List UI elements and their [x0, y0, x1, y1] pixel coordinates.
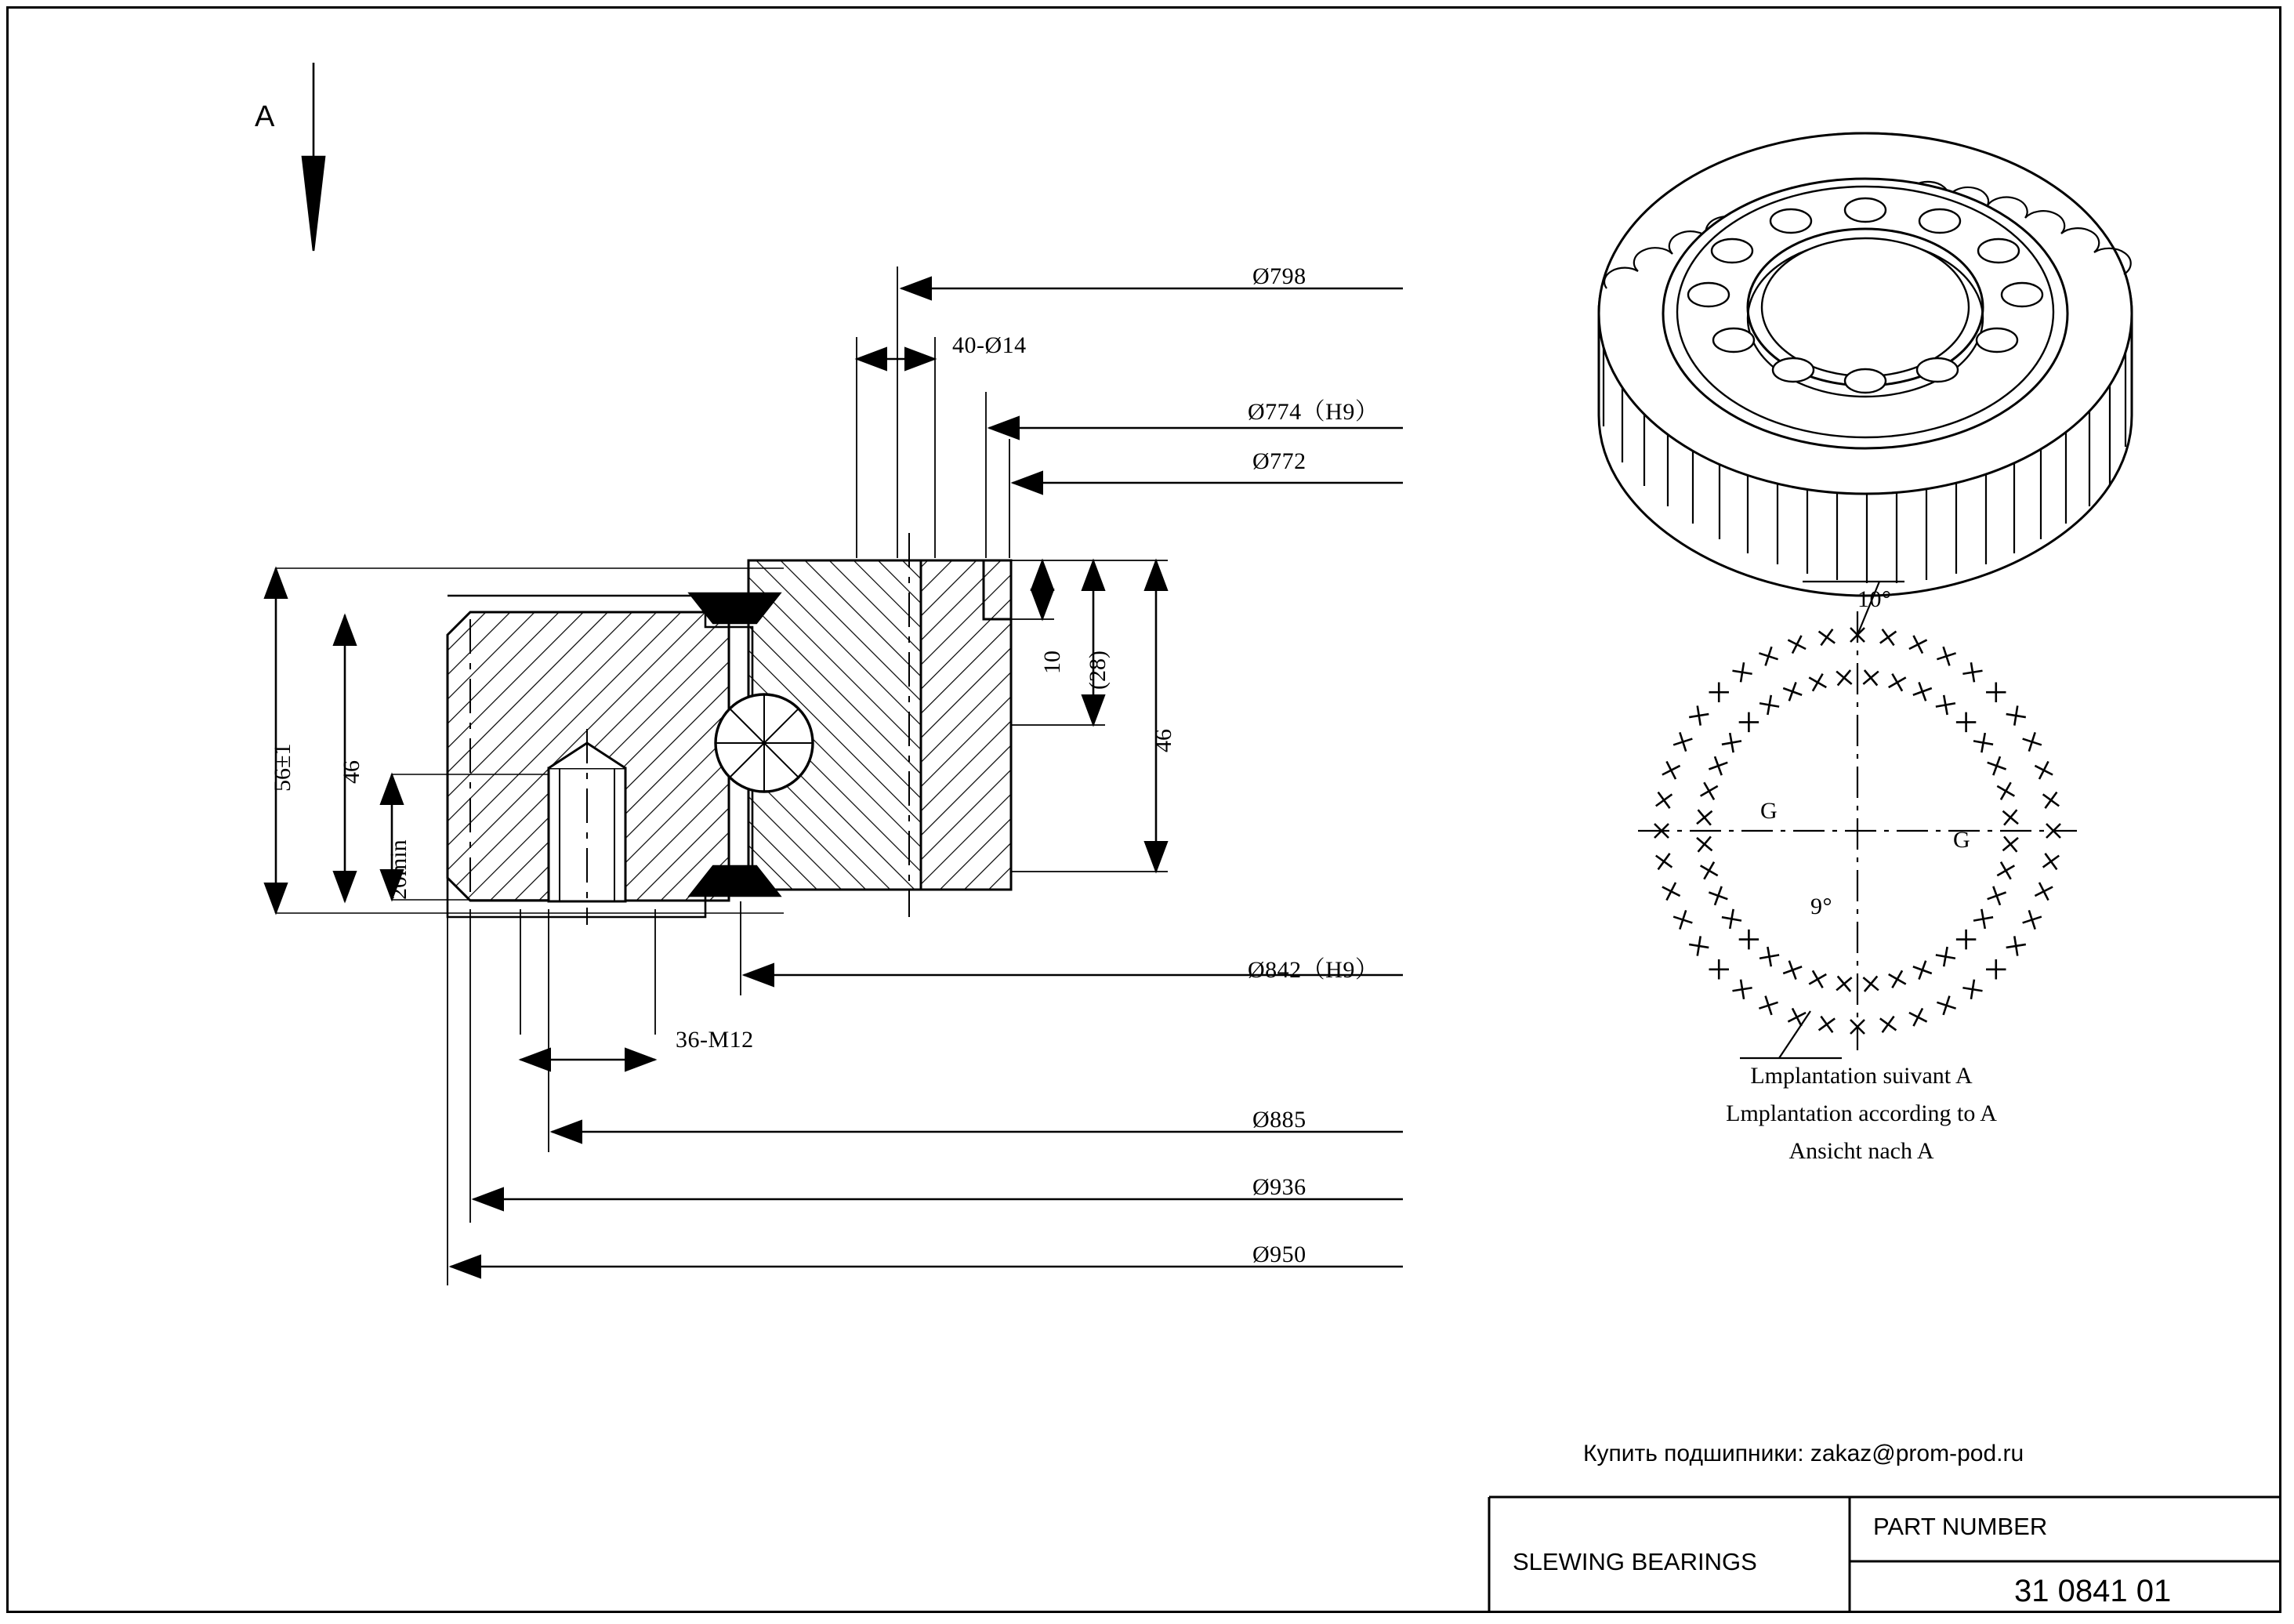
angle-label-bottom: 9°: [1810, 894, 1832, 919]
dimension-d40x14: 40-Ø14: [952, 332, 1027, 358]
contact-line: Купить подшипники: zakaz@prom-pod.ru: [1583, 1441, 2024, 1466]
title-block-partnumber: 31 0841 01: [2014, 1574, 2172, 1608]
dimension-d20min: 20min: [386, 839, 411, 900]
dimension-d46-left: 46: [339, 760, 364, 784]
title-block-company: SLEWING BEARINGS: [1513, 1548, 1757, 1575]
dimension-d46-right: 46: [1151, 729, 1176, 752]
dimension-d936: Ø936: [1252, 1174, 1306, 1200]
dimension-d774: Ø774（H9）: [1248, 399, 1379, 425]
caption-en: Lmplantation according to A: [1726, 1100, 1997, 1126]
caption-fr: Lmplantation suivant A: [1750, 1063, 1973, 1089]
dimension-d10: 10: [1039, 651, 1065, 674]
dimension-d842: Ø842（H9）: [1248, 957, 1379, 983]
dimension-d798: Ø798: [1252, 263, 1306, 289]
marker-g-left: G: [1760, 798, 1778, 824]
dimension-d772: Ø772: [1252, 448, 1306, 474]
angle-label-top: 10°: [1857, 586, 1892, 612]
dimension-d950: Ø950: [1252, 1242, 1306, 1267]
dimension-d885: Ø885: [1252, 1107, 1306, 1133]
title-block-partnumber-label: PART NUMBER: [1873, 1513, 2048, 1540]
view-arrow-label-a: A: [255, 100, 275, 133]
dimension-d56: 56±1: [270, 743, 295, 792]
marker-g-right: G: [1953, 827, 1971, 853]
caption-de: Ansicht nach A: [1788, 1138, 1934, 1164]
dimension-d28: (28): [1085, 651, 1111, 690]
dimension-d36m12: 36-M12: [676, 1027, 754, 1053]
